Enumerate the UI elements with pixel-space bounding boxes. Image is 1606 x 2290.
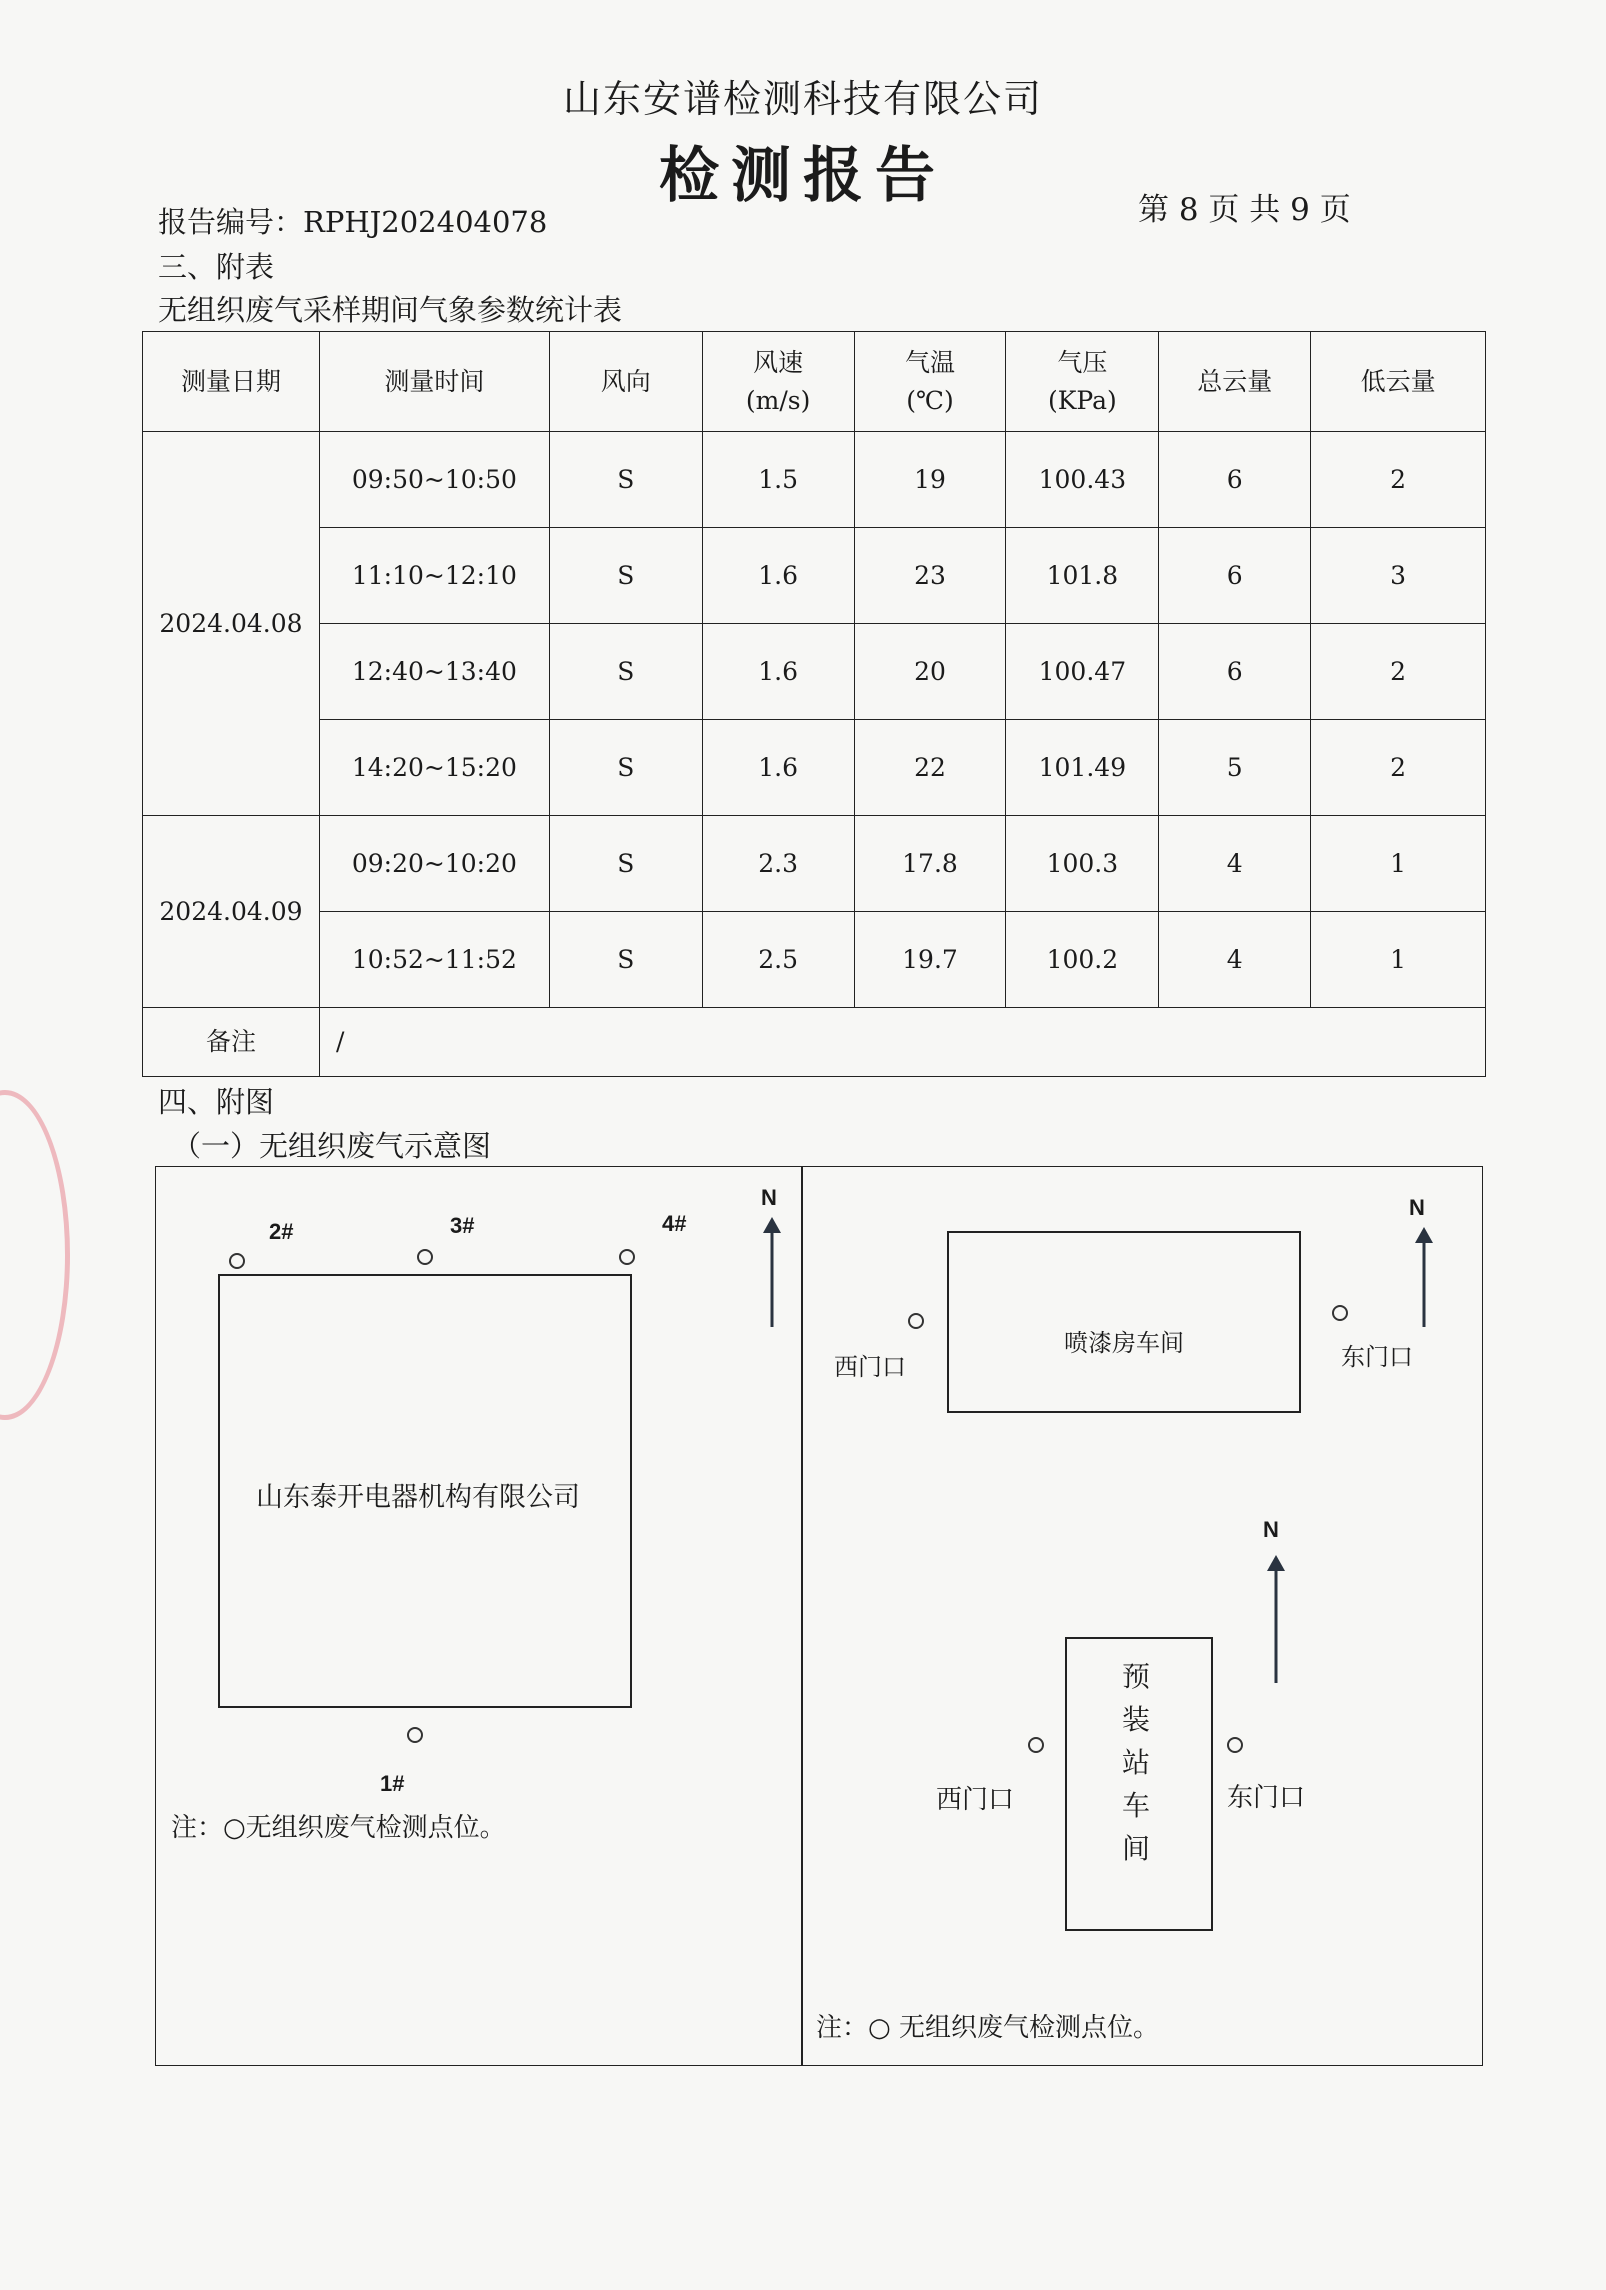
sampling-point-2-label: 2#	[269, 1219, 294, 1244]
sampling-point-east-top-marker	[1332, 1305, 1348, 1321]
factory-name-label: 山东泰开电器机构有限公司	[256, 1482, 580, 1512]
table-row	[143, 432, 1486, 528]
diagram-divider	[801, 1167, 803, 2065]
total-cloud-cell: 6	[1159, 432, 1311, 528]
building-label-char: 间	[1121, 1833, 1150, 1864]
column-header: 总云量	[1159, 332, 1311, 432]
table-row	[143, 528, 1486, 624]
time-cell: 09:20~10:20	[319, 816, 549, 912]
wind-speed-cell: 2.3	[702, 816, 854, 912]
red-seal-stamp	[0, 1090, 70, 1420]
time-cell: 09:50~10:50	[319, 432, 549, 528]
pressure-cell: 100.47	[1006, 624, 1159, 720]
remark-row	[143, 1008, 1486, 1077]
temperature-cell: 20	[854, 624, 1006, 720]
figure-subheading: （一）无组织废气示意图	[172, 1129, 492, 1163]
wind-direction-cell: S	[549, 528, 702, 624]
low-cloud-cell: 1	[1311, 816, 1486, 912]
temperature-cell: 19	[854, 432, 1006, 528]
prefab-station-label	[1086, 1655, 1186, 1870]
temperature-cell: 23	[854, 528, 1006, 624]
time-cell: 10:52~11:52	[319, 912, 549, 1008]
weather-parameters-table	[142, 331, 1486, 1077]
pressure-cell: 101.8	[1006, 528, 1159, 624]
sampling-point-west-bottom-marker	[1028, 1737, 1044, 1753]
wind-speed-cell: 1.6	[702, 528, 854, 624]
wind-direction-cell: S	[549, 720, 702, 816]
pressure-cell: 100.2	[1006, 912, 1159, 1008]
sampling-site-diagram	[155, 1166, 1483, 2066]
sampling-point-4-label: 4#	[662, 1211, 687, 1236]
total-cloud-cell: 4	[1159, 912, 1311, 1008]
sampling-point-2-marker	[229, 1253, 245, 1269]
total-cloud-cell: 4	[1159, 816, 1311, 912]
wind-speed-cell: 2.5	[702, 912, 854, 1008]
table-row	[143, 912, 1486, 1008]
pressure-cell: 100.43	[1006, 432, 1159, 528]
table-header-row	[143, 332, 1486, 432]
wind-speed-cell: 1.6	[702, 624, 854, 720]
column-header: 风速 (m/s)	[702, 332, 854, 432]
west-gate-label-top: 西门口	[834, 1354, 906, 1381]
table-row	[143, 816, 1486, 912]
north-arrow-icon	[760, 1217, 784, 1329]
pressure-cell: 100.3	[1006, 816, 1159, 912]
table-title: 无组织废气采样期间气象参数统计表	[158, 293, 623, 327]
north-label-right-bottom: N	[1263, 1517, 1279, 1542]
page-indicator: 第 8 页 共 9 页	[1138, 192, 1351, 228]
column-header: 测量日期	[143, 332, 320, 432]
paint-shop-building-box	[947, 1231, 1301, 1413]
time-cell: 14:20~15:20	[319, 720, 549, 816]
building-label-char: 站	[1121, 1747, 1150, 1778]
pressure-cell: 101.49	[1006, 720, 1159, 816]
north-label-right-top: N	[1409, 1195, 1425, 1220]
table-row	[143, 624, 1486, 720]
legend-note-right: 注：○ 无组织废气检测点位。	[816, 2013, 1159, 2043]
north-label-left: N	[761, 1185, 777, 1210]
wind-direction-cell: S	[549, 624, 702, 720]
building-label-char: 车	[1121, 1790, 1150, 1821]
building-label-char: 装	[1121, 1704, 1150, 1735]
low-cloud-cell: 3	[1311, 528, 1486, 624]
sampling-point-3-marker	[417, 1249, 433, 1265]
north-arrow-icon	[1412, 1227, 1436, 1329]
column-header: 风向	[549, 332, 702, 432]
table-row	[143, 720, 1486, 816]
west-gate-label-bottom: 西门口	[936, 1784, 1015, 1814]
remark-value: /	[319, 1008, 1485, 1077]
section-heading-figures: 四、附图	[158, 1085, 275, 1119]
low-cloud-cell: 2	[1311, 432, 1486, 528]
sampling-point-3-label: 3#	[450, 1213, 475, 1238]
temperature-cell: 22	[854, 720, 1006, 816]
legend-note-left: 注：○无组织废气检测点位。	[171, 1813, 506, 1843]
low-cloud-cell: 2	[1311, 720, 1486, 816]
report-title: 检测报告	[659, 141, 947, 211]
wind-direction-cell: S	[549, 432, 702, 528]
column-header: 低云量	[1311, 332, 1486, 432]
time-cell: 12:40~13:40	[319, 624, 549, 720]
wind-speed-cell: 1.5	[702, 432, 854, 528]
sampling-point-west-top-marker	[908, 1313, 924, 1329]
sampling-point-4-marker	[619, 1249, 635, 1265]
east-gate-label-bottom: 东门口	[1227, 1782, 1306, 1812]
column-header: 测量时间	[319, 332, 549, 432]
company-name: 山东安谱检测科技有限公司	[562, 77, 1043, 121]
temperature-cell: 17.8	[854, 816, 1006, 912]
wind-direction-cell: S	[549, 912, 702, 1008]
sampling-point-east-bottom-marker	[1227, 1737, 1243, 1753]
low-cloud-cell: 1	[1311, 912, 1486, 1008]
sampling-point-1-label: 1#	[380, 1771, 405, 1796]
total-cloud-cell: 6	[1159, 624, 1311, 720]
column-header: 气压 (KPa)	[1006, 332, 1159, 432]
date-cell: 2024.04.08	[143, 432, 320, 816]
wind-speed-cell: 1.6	[702, 720, 854, 816]
wind-direction-cell: S	[549, 816, 702, 912]
remark-label: 备注	[143, 1008, 320, 1077]
temperature-cell: 19.7	[854, 912, 1006, 1008]
section-heading-appendix-table: 三、附表	[158, 250, 275, 284]
north-arrow-icon	[1264, 1555, 1288, 1685]
building-label-char: 预	[1121, 1661, 1150, 1692]
low-cloud-cell: 2	[1311, 624, 1486, 720]
date-cell: 2024.04.09	[143, 816, 320, 1008]
column-header: 气温 (℃)	[854, 332, 1006, 432]
sampling-point-1-marker	[407, 1727, 423, 1743]
time-cell: 11:10~12:10	[319, 528, 549, 624]
east-gate-label-top: 东门口	[1341, 1344, 1413, 1371]
report-number: 报告编号：RPHJ202404078	[158, 205, 548, 239]
paint-shop-label: 喷漆房车间	[1064, 1330, 1184, 1357]
total-cloud-cell: 5	[1159, 720, 1311, 816]
total-cloud-cell: 6	[1159, 528, 1311, 624]
